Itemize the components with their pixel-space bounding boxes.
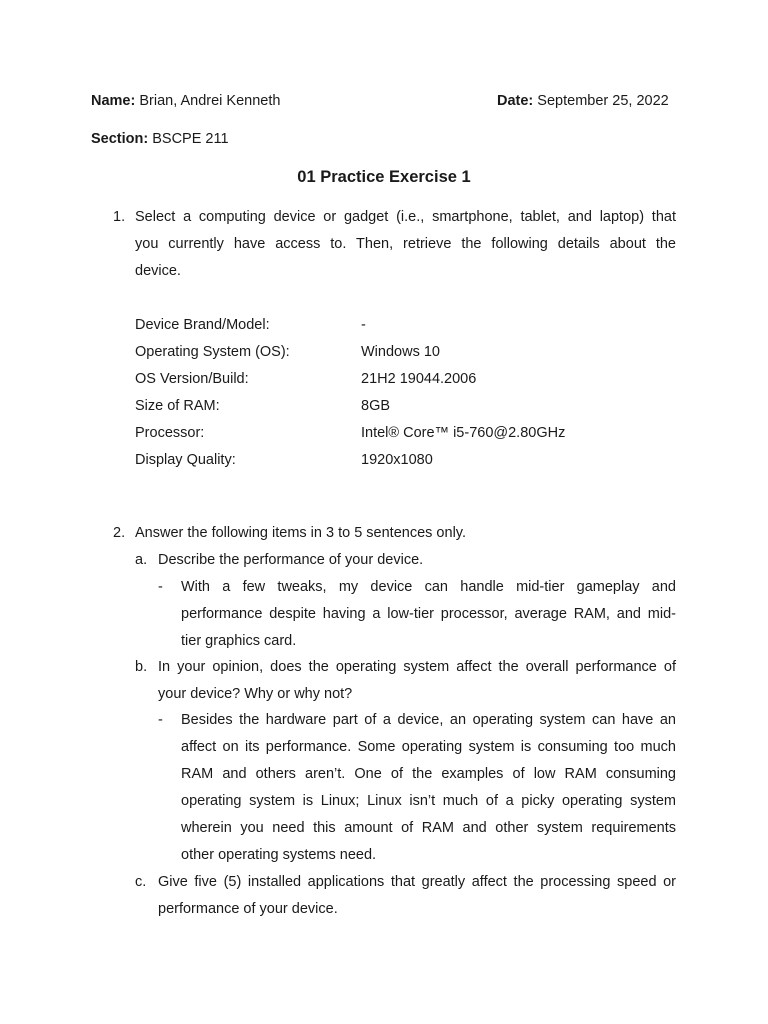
- q2a-answer-line-3: tier graphics card.: [181, 633, 297, 649]
- q2b-marker: b.: [135, 659, 148, 675]
- q2a-question: Describe the performance of your device.: [158, 552, 424, 568]
- q2-number: 2.: [113, 525, 126, 541]
- q2b-dash: -: [158, 712, 163, 728]
- spec-label-brand: Device Brand/Model:: [135, 317, 270, 333]
- q1-line-3: device.: [135, 263, 181, 279]
- spec-value-processor: Intel® Core™ i5-760@2.80GHz: [361, 425, 566, 441]
- name-label: Name:: [91, 93, 136, 109]
- section-field: [91, 131, 229, 147]
- q2b-answer-line-5: wherein you need this amount of RAM and other system requirements: [181, 820, 676, 836]
- spec-value-ram: 8GB: [361, 398, 391, 414]
- page-title: 01 Practice Exercise 1: [297, 168, 471, 186]
- q2b-answer-line-1: Besides the hardware part of a device, an operating system can have an: [181, 712, 676, 728]
- q2b-answer-line-3: RAM and others aren’t. One of the examples of low RAM consuming: [181, 766, 676, 782]
- spec-value-display: 1920x1080: [361, 452, 433, 468]
- name-field: [91, 93, 280, 109]
- q2c-marker: c.: [135, 874, 147, 890]
- spec-value-os: Windows 10: [361, 344, 440, 360]
- section-value: BSCPE 211: [152, 131, 229, 147]
- q1-number: 1.: [113, 209, 126, 225]
- spec-label-display: Display Quality:: [135, 452, 236, 468]
- q2b-answer-line-2: affect on its performance. Some operating system is consuming too much: [181, 739, 676, 755]
- date-label: Date:: [497, 93, 534, 109]
- q2a-answer-line-1: With a few tweaks, my device can handle mid-tier gameplay and: [181, 579, 676, 595]
- q2a-dash: -: [158, 579, 163, 595]
- q1-line-2: you currently have access to. Then, retrieve the following details about the: [135, 236, 676, 252]
- q1-line-1: Select a computing device or gadget (i.e., smartphone, tablet, and laptop) that: [135, 209, 676, 225]
- q2c-question-line-1: Give five (5) installed applications that greatly affect the processing speed or: [158, 874, 676, 890]
- spec-label-processor: Processor:: [135, 425, 205, 441]
- section-label: Section:: [91, 131, 149, 147]
- q2a-marker: a.: [135, 552, 148, 568]
- q2b-answer-line-4: operating system is Linux; Linux isn’t much of a picky operating system: [181, 793, 676, 809]
- spec-label-os-version: OS Version/Build:: [135, 371, 249, 387]
- q2b-question-line-2: your device? Why or why not?: [158, 686, 353, 702]
- q2a-answer-line-2: performance despite having a low-tier processor, average RAM, and mid-: [181, 606, 676, 622]
- spec-value-os-version: 21H2 19044.2006: [361, 371, 477, 387]
- name-value: Brian, Andrei Kenneth: [139, 93, 281, 109]
- q2c-question-line-2: performance of your device.: [158, 901, 338, 917]
- q2-intro: Answer the following items in 3 to 5 sentences only.: [135, 525, 466, 541]
- spec-label-os: Operating System (OS):: [135, 344, 290, 360]
- spec-label-ram: Size of RAM:: [135, 398, 220, 414]
- date-field: [497, 93, 669, 109]
- date-value: September 25, 2022: [537, 93, 669, 109]
- q2b-question-line-1: In your opinion, does the operating system affect the overall performance of: [158, 659, 676, 675]
- spec-value-brand: -: [361, 317, 366, 333]
- q2b-answer-line-6: other operating systems need.: [181, 847, 377, 863]
